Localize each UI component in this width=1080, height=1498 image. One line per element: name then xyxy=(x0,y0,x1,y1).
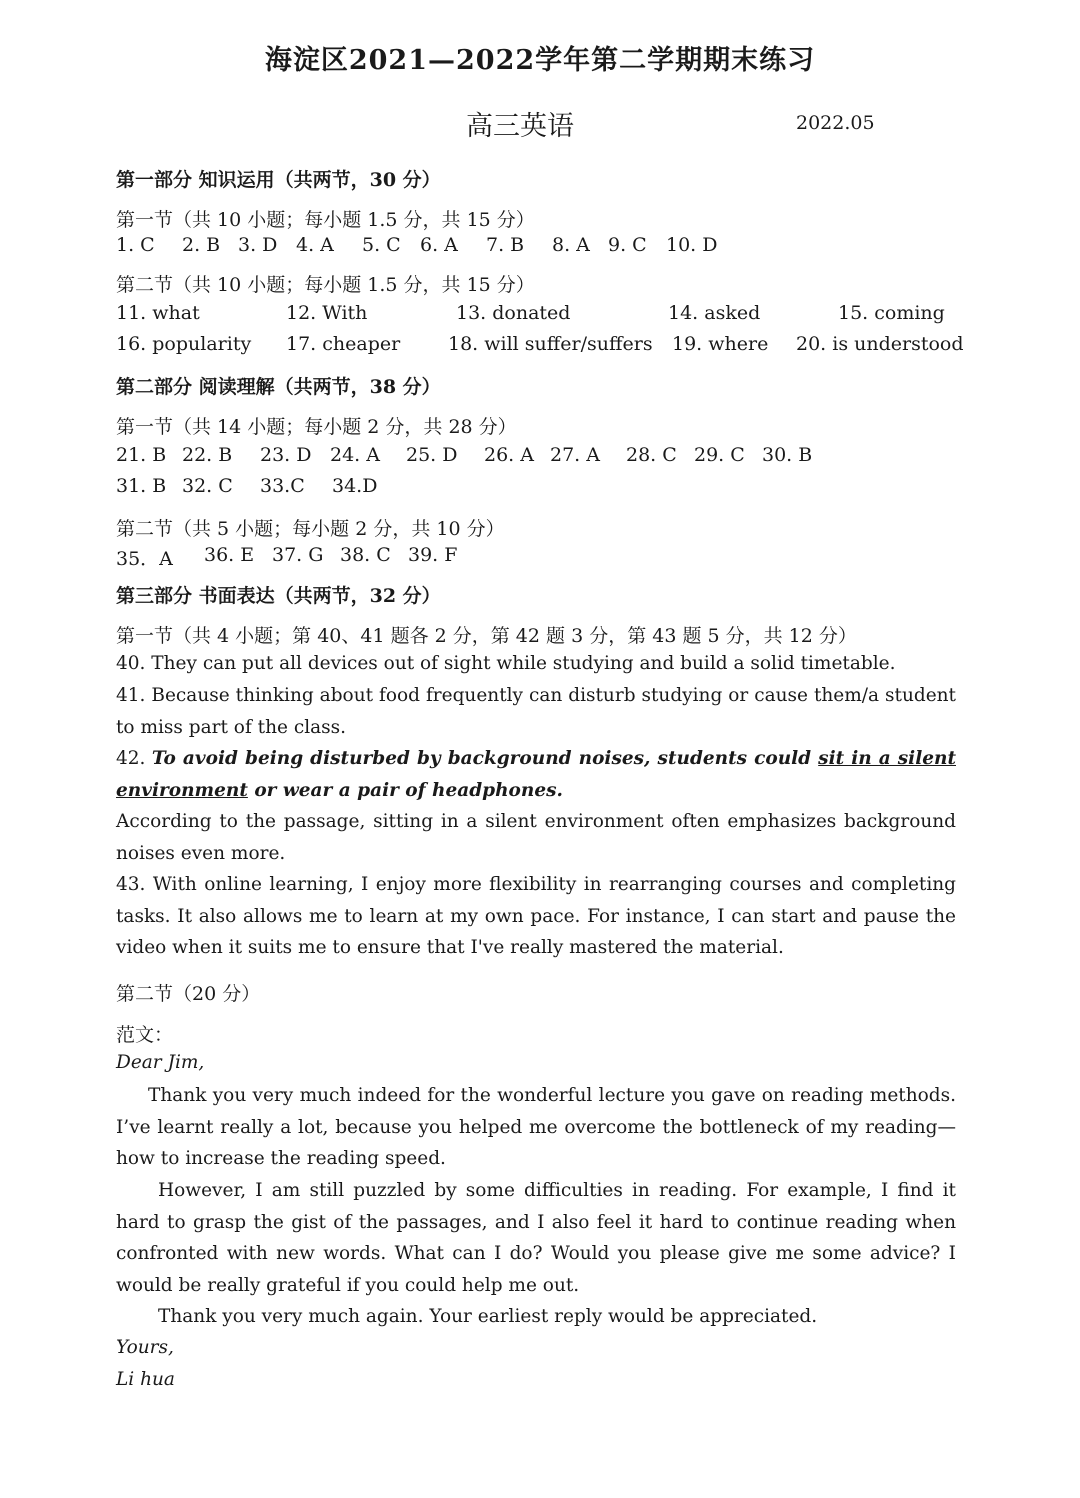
part3-sec2-heading: 第二节（20 分） xyxy=(116,983,261,1005)
answer-item: 28. C xyxy=(626,444,677,466)
answer-41: 41. Because thinking about food frequently can disturb studying or cause them/a student to miss part of the class. xyxy=(116,685,956,738)
answer-item: 18. will suffer/suffers xyxy=(448,333,653,355)
answer-item: 26. A xyxy=(484,444,534,466)
answer-item: 36. E xyxy=(204,544,255,566)
answer-item: 12. With xyxy=(286,302,368,324)
answer-item: 33.C xyxy=(260,475,305,497)
answer-item: 24. A xyxy=(330,444,380,466)
answer-item: 17. cheaper xyxy=(286,333,401,355)
letter-closing: Yours, xyxy=(116,1337,174,1358)
answer-item: 20. is understood xyxy=(796,333,964,355)
answer-item: 32. C xyxy=(182,475,233,497)
answer-43: 43. With online learning, I enjoy more flexibility in rearranging courses and completing tasks. It also allows me to learn at my own pace. For instance, I can start and pause the video when it suits me to ensure that I've really mastered the material. xyxy=(116,874,956,958)
answer-item: 37. G xyxy=(272,544,324,566)
answer-item: 34.D xyxy=(332,475,378,497)
answer-item: 8. A xyxy=(552,234,590,256)
answer-42-text: To avoid being disturbed by background noises, students could xyxy=(151,748,819,769)
part2-sec1-heading: 第一节（共 14 小题；每小题 2 分，共 28 分） xyxy=(116,416,517,438)
exam-date: 2022.05 xyxy=(796,112,875,134)
answer-item: 30. B xyxy=(762,444,813,466)
answer-40: 40. They can put all devices out of sight while studying and build a solid timetable. xyxy=(116,653,896,674)
letter-paragraph-1: Thank you very much indeed for the wonderful lecture you gave on reading methods. I’ve learnt really a lot, because you helped me overcome the bottleneck of my reading—how to increase the reading speed. xyxy=(116,1085,956,1169)
answer-item: 31. B xyxy=(116,475,167,497)
part2-sec2-heading: 第二节（共 5 小题；每小题 2 分，共 10 分） xyxy=(116,518,505,540)
answer-item: 1. C xyxy=(116,234,155,256)
answer-item: 19. where xyxy=(672,333,769,355)
answer-item: 27. A xyxy=(550,444,600,466)
answer-item: 6. A xyxy=(420,234,458,256)
part3-heading: 第三部分 书面表达（共两节，32 分） xyxy=(116,585,441,607)
answer-42-explanation: According to the passage, sitting in a silent environment often emphasizes background noises even more. xyxy=(116,811,956,864)
letter-salutation: Dear Jim, xyxy=(116,1052,205,1073)
answer-item: 22. B xyxy=(182,444,233,466)
answer-item: 21. B xyxy=(116,444,167,466)
answer-42-number: 42. xyxy=(116,748,152,769)
part1-sec1-heading: 第一节（共 10 小题；每小题 1.5 分，共 15 分） xyxy=(116,209,535,231)
answer-42-underlined: sit in a silent environment xyxy=(116,748,956,801)
answer-item: 5. C xyxy=(362,234,401,256)
answer-item: 25. D xyxy=(406,444,458,466)
answer-42 xyxy=(116,743,956,806)
answer-item: 10. D xyxy=(666,234,718,256)
answer-item: 4. A xyxy=(296,234,334,256)
part3-sec1-heading: 第一节（共 4 小题；第 40、41 题各 2 分，第 42 题 3 分，第 43 题 5 分，共 12 分） xyxy=(116,625,857,647)
subject-title: 高三英语 xyxy=(466,111,574,142)
letter-signature: Li hua xyxy=(116,1369,175,1390)
answer-item: 23. D xyxy=(260,444,312,466)
answer-item: 11. what xyxy=(116,302,200,324)
answer-item: 13. donated xyxy=(456,302,571,324)
part2-heading: 第二部分 阅读理解（共两节，38 分） xyxy=(116,376,441,398)
answer-item: 3. D xyxy=(238,234,278,256)
answer-item: 29. C xyxy=(694,444,745,466)
letter-paragraph-3: Thank you very much again. Your earliest reply would be appreciated. xyxy=(158,1306,818,1327)
answer-item: 35．A xyxy=(116,548,173,570)
part1-heading: 第一部分 知识运用（共两节，30 分） xyxy=(116,169,441,191)
answer-item: 39. F xyxy=(408,544,458,566)
letter-paragraph-2: However, I am still puzzled by some difficulties in reading. For example, I find it hard to grasp the gist of the passages, and I also feel it hard to continue reading when confronted with new words. What can I do? Would you please give me some advice? I would be really grateful if you could help me out. xyxy=(116,1180,956,1296)
answer-item: 7. B xyxy=(486,234,525,256)
page-title: 海淀区2021—2022学年第二学期期末练习 xyxy=(264,45,816,76)
answer-item: 14. asked xyxy=(668,302,761,324)
answer-42-text: or wear a pair of headphones. xyxy=(247,779,563,801)
answer-item: 9. C xyxy=(608,234,647,256)
model-essay-label: 范文： xyxy=(116,1024,174,1046)
answer-item: 16. popularity xyxy=(116,333,252,355)
answer-item: 15. coming xyxy=(838,302,945,324)
answer-42-statement xyxy=(116,748,956,801)
answer-item: 38. C xyxy=(340,544,391,566)
part1-sec2-heading: 第二节（共 10 小题；每小题 1.5 分，共 15 分） xyxy=(116,274,535,296)
answer-item: 2. B xyxy=(182,234,221,256)
